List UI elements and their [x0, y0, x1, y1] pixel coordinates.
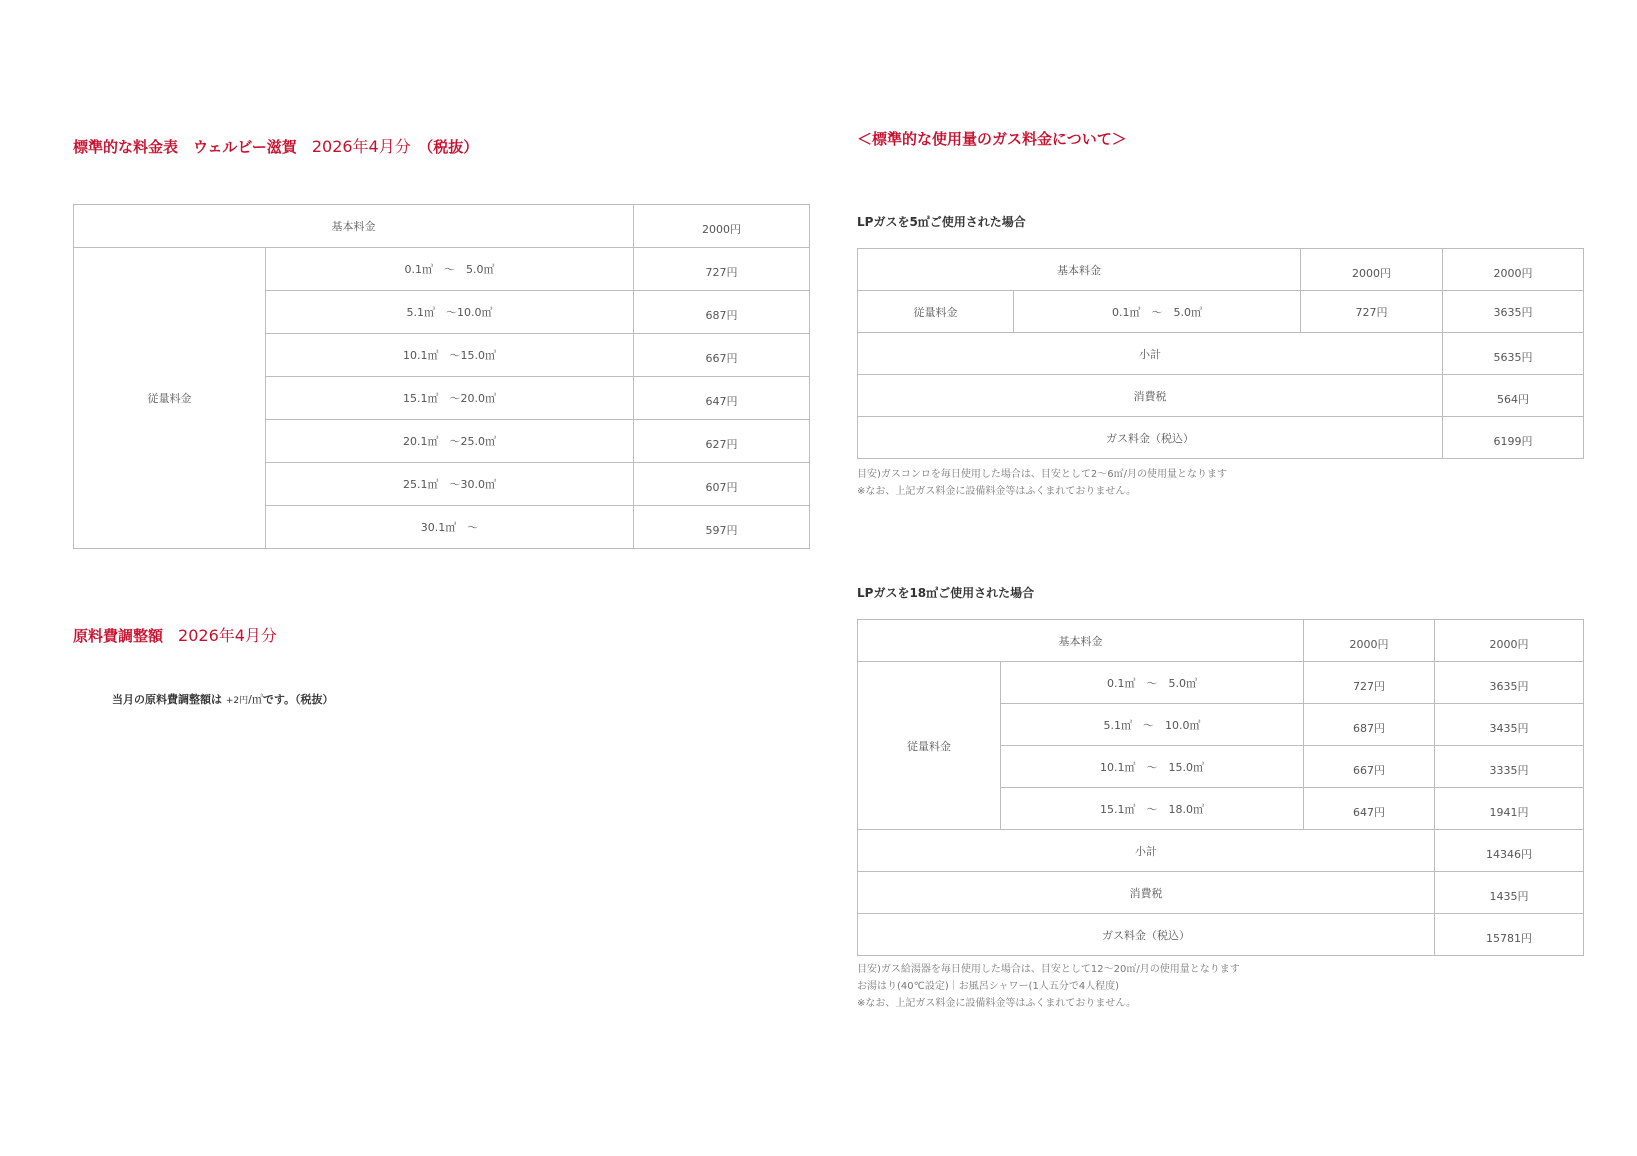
table-row — [858, 662, 1584, 704]
table-row — [858, 914, 1584, 956]
case5-note-guide: 目安)ガスコンロを毎日使用した場合は、目安として2～6㎥/月の使用量となります — [857, 469, 1227, 480]
usage-price: 667円 — [634, 334, 810, 377]
usage-range: 20.1㎥ ～25.0㎥ — [266, 420, 634, 463]
tax-label: 消費税 — [858, 872, 1435, 914]
basic-fee-label: 基本料金 — [858, 620, 1304, 662]
tax-value: 564円 — [1443, 375, 1584, 417]
tax-label: 消費税 — [858, 375, 1443, 417]
usage-range: 15.1㎥ ～ 18.0㎥ — [1001, 788, 1304, 830]
usage-price: 627円 — [634, 420, 810, 463]
usage-total: 3335円 — [1435, 746, 1584, 788]
usage-range: 25.1㎥ ～30.0㎥ — [266, 463, 634, 506]
case5-table — [857, 248, 1584, 459]
usage-total: 1941円 — [1435, 788, 1584, 830]
case18-note-guide: 目安)ガス給湯器を毎日使用した場合は、目安として12～20㎥/月の使用量となります — [857, 964, 1240, 975]
subtotal-label: 小計 — [858, 333, 1443, 375]
adjustment-unit: /㎥ — [248, 693, 263, 706]
usage-range: 5.1㎥ ～ 10.0㎥ — [1001, 704, 1304, 746]
usage-price: 597円 — [634, 506, 810, 549]
case5-note-exclusion: ※なお、上記ガス料金に設備料金等はふくまれておりません。 — [857, 486, 1136, 497]
usage-range: 15.1㎥ ～20.0㎥ — [266, 377, 634, 420]
adjustment-title-text: 原料費調整額 — [73, 627, 164, 645]
tax-value: 1435円 — [1435, 872, 1584, 914]
table-row — [858, 375, 1584, 417]
rate-table-month: 2026年4月分 — [311, 137, 411, 156]
subtotal-value: 14346円 — [1435, 830, 1584, 872]
usage-range: 10.1㎥ ～ 15.0㎥ — [1001, 746, 1304, 788]
subtotal-value: 5635円 — [1443, 333, 1584, 375]
rate-table-title-text: 標準的な料金表 ウェルビー滋賀 — [73, 138, 297, 156]
table-row — [858, 249, 1584, 291]
usage-price: 647円 — [634, 377, 810, 420]
case18-heading: LPガスを18㎥ご使用された場合 — [857, 586, 1035, 600]
usage-unit-price: 727円 — [1304, 662, 1435, 704]
basic-fee-total: 2000円 — [1435, 620, 1584, 662]
rate-table-basic-row — [74, 205, 810, 248]
rate-table-title — [73, 134, 478, 157]
usage-range: 30.1㎥ ～ — [266, 506, 634, 549]
basic-fee-label: 基本料金 — [858, 249, 1301, 291]
total-label: ガス料金（税込） — [858, 417, 1443, 459]
standard-usage-title: ＜標準的な使用量のガス料金について＞ — [857, 130, 1127, 148]
total-value: 6199円 — [1443, 417, 1584, 459]
table-row — [858, 417, 1584, 459]
rate-table-tax-note: （税抜） — [425, 138, 479, 156]
usage-range: 5.1㎥ ～10.0㎥ — [266, 291, 634, 334]
usage-unit-price: 647円 — [1304, 788, 1435, 830]
rate-table — [73, 204, 810, 549]
adjustment-value: +2円 — [225, 696, 249, 706]
basic-fee-unit: 2000円 — [1304, 620, 1435, 662]
subtotal-label: 小計 — [858, 830, 1435, 872]
adjustment-title — [73, 623, 277, 646]
case5-notes — [857, 466, 1227, 500]
usage-total: 3635円 — [1443, 291, 1584, 333]
table-row — [858, 291, 1584, 333]
total-value: 15781円 — [1435, 914, 1584, 956]
case18-notes — [857, 961, 1240, 1012]
usage-fee-label: 従量料金 — [858, 662, 1001, 830]
usage-fee-label: 従量料金 — [74, 248, 266, 549]
usage-unit-price: 687円 — [1304, 704, 1435, 746]
basic-fee-value: 2000円 — [634, 205, 810, 248]
usage-fee-label: 従量料金 — [858, 291, 1014, 333]
adjustment-text-after: です。（税抜） — [262, 693, 334, 706]
usage-range: 0.1㎥ ～ 5.0㎥ — [1001, 662, 1304, 704]
case18-table — [857, 619, 1584, 956]
total-label: ガス料金（税込） — [858, 914, 1435, 956]
case18-note-exclusion: ※なお、上記ガス料金に設備料金等はふくまれておりません。 — [857, 998, 1136, 1009]
table-row — [858, 830, 1584, 872]
basic-fee-label: 基本料金 — [74, 205, 634, 248]
table-row — [858, 872, 1584, 914]
adjustment-note — [112, 691, 333, 707]
usage-price: 727円 — [634, 248, 810, 291]
usage-unit-price: 727円 — [1301, 291, 1443, 333]
usage-range: 10.1㎥ ～15.0㎥ — [266, 334, 634, 377]
adjustment-month: 2026年4月分 — [178, 626, 277, 645]
table-row — [858, 333, 1584, 375]
usage-range: 0.1㎥ ～ 5.0㎥ — [266, 248, 634, 291]
table-row — [74, 248, 810, 291]
basic-fee-total: 2000円 — [1443, 249, 1584, 291]
usage-price: 687円 — [634, 291, 810, 334]
adjustment-text-before: 当月の原料費調整額は — [112, 693, 222, 706]
usage-total: 3635円 — [1435, 662, 1584, 704]
usage-price: 607円 — [634, 463, 810, 506]
case18-note-bath: お湯はり(40℃設定)｜お風呂シャワー(1人五分で4人程度) — [857, 981, 1120, 992]
basic-fee-unit: 2000円 — [1301, 249, 1443, 291]
usage-range: 0.1㎥ ～ 5.0㎥ — [1014, 291, 1301, 333]
case5-heading: LPガスを5㎥ご使用された場合 — [857, 215, 1026, 229]
table-row — [858, 620, 1584, 662]
usage-unit-price: 667円 — [1304, 746, 1435, 788]
usage-total: 3435円 — [1435, 704, 1584, 746]
